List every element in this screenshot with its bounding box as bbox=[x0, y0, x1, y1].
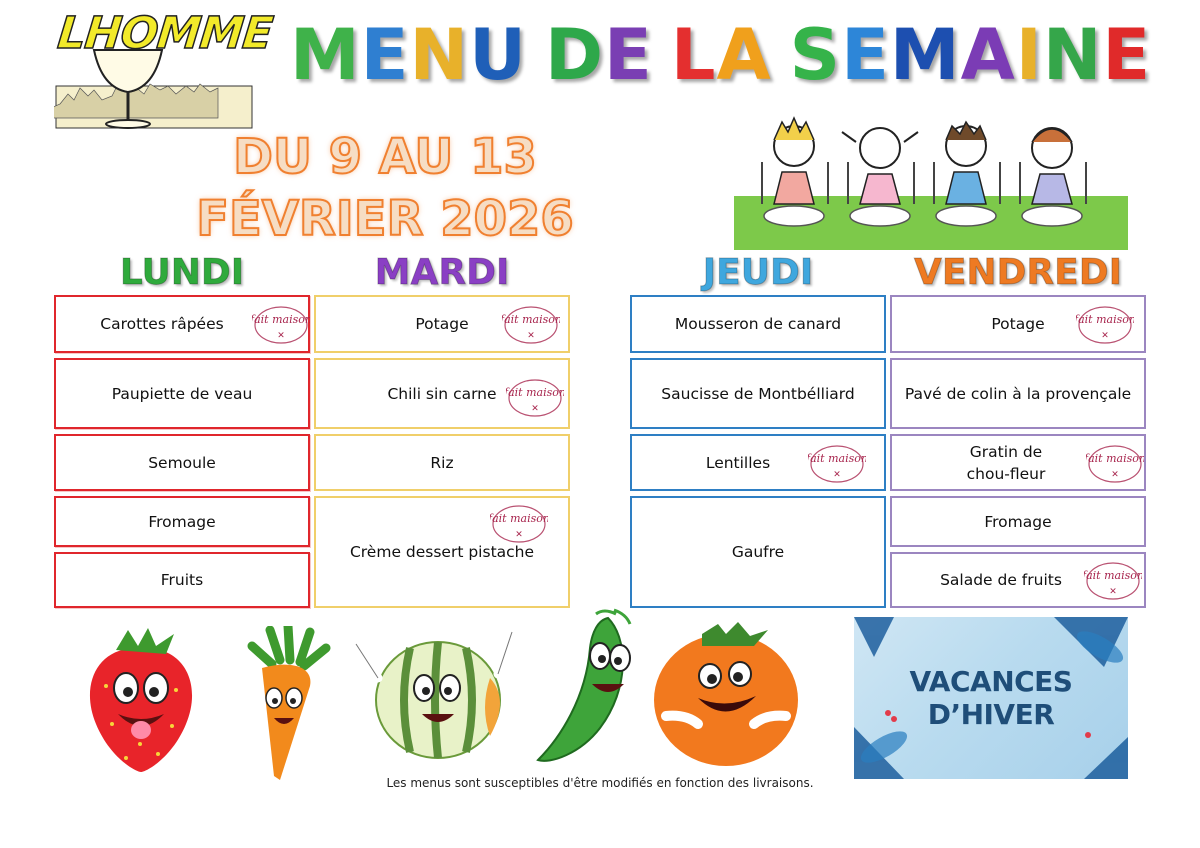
badge-text: fait maison bbox=[490, 512, 548, 525]
menu-item-mardi bbox=[314, 295, 570, 353]
kids-at-table-illustration bbox=[734, 112, 1128, 250]
badge-text: fait maison bbox=[502, 313, 560, 326]
menu-item-label: Salade de fruits bbox=[940, 571, 1062, 589]
title-letter bbox=[527, 14, 545, 96]
menu-item-label: Potage bbox=[415, 315, 469, 333]
badge-text: fait maison bbox=[808, 452, 866, 465]
fait-maison-badge bbox=[1084, 561, 1142, 601]
menu-item-label: Mousseron de canard bbox=[674, 315, 842, 333]
logo-text: LHOMME bbox=[55, 8, 275, 59]
menu-item-jeudi bbox=[630, 496, 886, 608]
kid-1 bbox=[774, 118, 814, 204]
title-letter: N bbox=[409, 14, 470, 96]
menu-item-lundi bbox=[54, 434, 310, 491]
menu-item-lundi bbox=[54, 496, 310, 547]
menu-item-label: Crème dessert pistache bbox=[349, 543, 535, 561]
badge-mark: ✕ bbox=[833, 470, 841, 480]
kid-2 bbox=[842, 128, 918, 204]
fait-maison-badge bbox=[1076, 305, 1134, 345]
menu-item-label: Chili sin carne bbox=[387, 384, 497, 403]
heading-lundi: LUNDI bbox=[119, 252, 245, 293]
badge-mark: ✕ bbox=[1111, 470, 1119, 480]
title-letter: E bbox=[841, 14, 890, 96]
menu-item-vendredi bbox=[890, 552, 1146, 608]
menu-item-label: Potage bbox=[991, 315, 1045, 333]
strawberry-character-icon bbox=[76, 626, 206, 776]
title-letter: I bbox=[1015, 14, 1043, 96]
fait-maison-badge bbox=[1086, 444, 1144, 484]
vacances-line-1: VACANCES bbox=[909, 665, 1073, 698]
menu-item-jeudi bbox=[630, 434, 886, 491]
menu-item-vendredi bbox=[890, 295, 1146, 353]
menu-item-label: Gaufre bbox=[731, 543, 785, 561]
menu-item-label: Carottes râpées bbox=[100, 315, 224, 333]
cucumber-character-icon bbox=[530, 608, 650, 768]
menu-item-label: Lentilles bbox=[705, 453, 771, 472]
badge-text: fait maison bbox=[252, 313, 310, 326]
title-letter: A bbox=[716, 14, 772, 96]
vacances-hiver-banner bbox=[854, 617, 1128, 779]
menu-item-label: Fromage bbox=[984, 512, 1052, 531]
heading-jeudi: JEUDI bbox=[702, 252, 814, 293]
menu-item-jeudi bbox=[630, 358, 886, 429]
menu-item-mardi bbox=[314, 434, 570, 491]
menu-item-label: Fruits bbox=[160, 571, 204, 589]
menu-item-vendredi bbox=[890, 496, 1146, 547]
heading-vendredi: VENDREDI bbox=[913, 252, 1123, 293]
menu-item-label: Semoule bbox=[148, 453, 216, 472]
menu-item-label: Fromage bbox=[148, 512, 216, 531]
badge-text: fait maison bbox=[1076, 313, 1134, 326]
badge-mark: ✕ bbox=[277, 331, 285, 341]
title-letter: N bbox=[1042, 14, 1103, 96]
badge-mark: ✕ bbox=[515, 530, 523, 540]
menu-item-lundi bbox=[54, 552, 310, 608]
title-letter: A bbox=[960, 14, 1016, 96]
badge-mark: ✕ bbox=[1101, 331, 1109, 341]
village-logo bbox=[54, 8, 275, 130]
heading-mardi: MARDI bbox=[374, 252, 510, 293]
menu-item-label: Pavé de colin à la provençale bbox=[904, 384, 1132, 403]
badge-mark: ✕ bbox=[531, 404, 539, 414]
fait-maison-badge bbox=[490, 504, 548, 544]
title-letter: D bbox=[544, 14, 605, 96]
tomato-character-icon bbox=[646, 620, 810, 770]
kid-4 bbox=[1032, 128, 1072, 204]
title-letter: L bbox=[670, 14, 717, 96]
menu-item-mardi bbox=[314, 496, 570, 608]
title-letter: E bbox=[604, 14, 653, 96]
footer-note: Les menus sont susceptibles d'être modifiés en fonction des livraisons. bbox=[386, 776, 814, 790]
kid-3 bbox=[946, 122, 986, 204]
fait-maison-badge bbox=[502, 305, 560, 345]
badge-text: fait maison bbox=[506, 386, 564, 399]
menu-item-label: Paupiette de veau bbox=[111, 384, 253, 403]
title-letter bbox=[653, 14, 671, 96]
title-letter: E bbox=[360, 14, 410, 96]
menu-item-mardi bbox=[314, 358, 570, 429]
page-title bbox=[290, 14, 1152, 96]
title-letter: S bbox=[789, 14, 842, 96]
menu-item-lundi bbox=[54, 358, 310, 429]
badge-mark: ✕ bbox=[1109, 587, 1117, 597]
vacances-title bbox=[854, 665, 1128, 731]
title-letter: M bbox=[290, 14, 361, 96]
vacances-line-2: D’HIVER bbox=[927, 698, 1055, 731]
badge-text: fait maison bbox=[1086, 452, 1144, 465]
carrot-character-icon bbox=[240, 626, 336, 784]
menu-item-vendredi bbox=[890, 434, 1146, 491]
menu-item-label: Riz bbox=[430, 453, 454, 472]
menu-item-label: Gratin de chou-fleur bbox=[966, 442, 1046, 483]
dates-line-1: DU 9 AU 13 bbox=[233, 129, 537, 185]
menu-item-label: Saucisse de Montbélliard bbox=[661, 384, 855, 403]
menu-item-lundi bbox=[54, 295, 310, 353]
title-letter: U bbox=[469, 14, 527, 96]
menu-item-jeudi bbox=[630, 295, 886, 353]
title-letter: E bbox=[1102, 14, 1152, 96]
dates-line-2: FÉVRIER 2026 bbox=[196, 191, 574, 247]
menu-item-vendredi bbox=[890, 358, 1146, 429]
fait-maison-badge bbox=[252, 305, 310, 345]
title-letter bbox=[772, 14, 790, 96]
title-letter: M bbox=[889, 14, 961, 96]
fait-maison-badge bbox=[506, 378, 564, 418]
week-dates bbox=[190, 126, 580, 250]
fait-maison-badge bbox=[808, 444, 866, 484]
melon-character-icon bbox=[350, 618, 520, 768]
badge-mark: ✕ bbox=[527, 331, 535, 341]
badge-text: fait maison bbox=[1084, 569, 1142, 582]
